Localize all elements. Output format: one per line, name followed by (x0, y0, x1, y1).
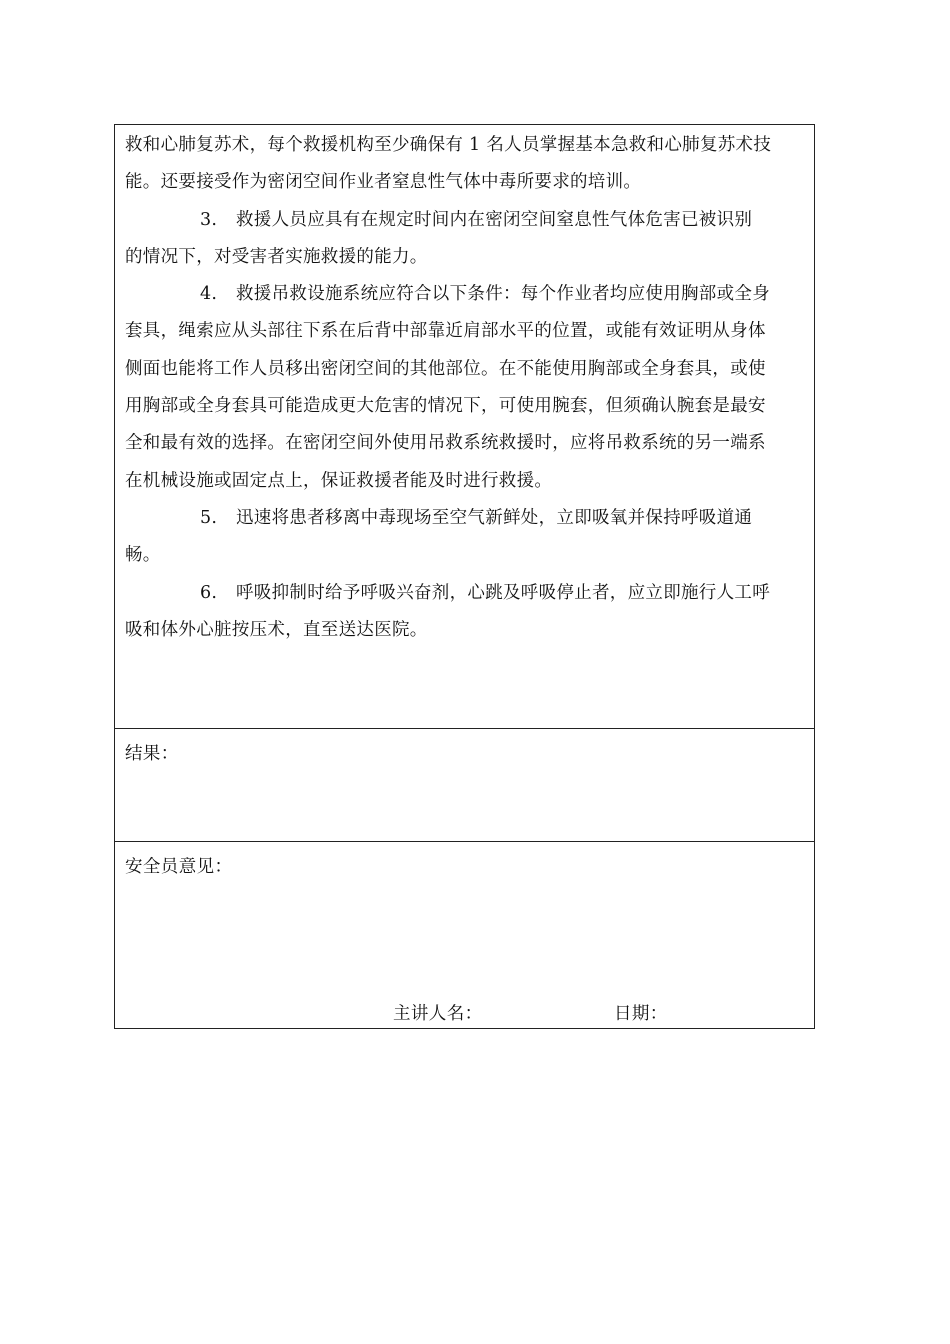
line-text: 迅速将患者移离中毒现场至空气新鲜处，立即吸氧并保持呼吸道通 (236, 507, 753, 528)
safety-officer-opinion-label: 安全员意见： (125, 857, 233, 877)
result-section (115, 729, 814, 842)
line-text: 套具，绳索应从头部往下系在后背中部靠近肩部水平的位置，或能有效证明从身体 (125, 321, 766, 342)
safety-officer-opinion-section (115, 842, 814, 1028)
line-text: 救援吊救设施系统应符合以下条件：每个作业者均应使用胸部或全身 (236, 284, 770, 305)
line-text: 侧面也能将工作人员移出密闭空间的其他部位。在不能使用胸部或全身套具，或使 (125, 358, 766, 379)
line-text: 全和最有效的选择。在密闭空间外使用吊救系统救援时，应将吊救系统的另一端系 (125, 433, 766, 454)
paragraph-line (125, 500, 803, 537)
paragraph-line (125, 612, 803, 649)
date-label: 日期： (614, 1004, 668, 1024)
line-text: 能。还要接受作为密闭空间作业者窒息性气体中毒所要求的培训。 (125, 172, 642, 193)
paragraph-line (125, 239, 803, 276)
presenter-name-label: 主讲人名： (393, 1004, 483, 1024)
paragraph-line (125, 313, 803, 350)
paragraph-line (125, 575, 803, 612)
item-number: 6. (200, 582, 218, 603)
paragraph-line (125, 388, 803, 425)
item-number: 4. (200, 284, 218, 305)
paragraph-line (125, 463, 803, 500)
paragraph-line (125, 164, 803, 201)
signature-row (115, 1002, 814, 1028)
line-text: 的情况下，对受害者实施救援的能力。 (125, 246, 428, 267)
item-number: 5. (200, 507, 218, 528)
paragraph-line (125, 351, 803, 388)
paragraph-line (125, 276, 803, 313)
line-text: 救和心肺复苏术，每个救援机构至少确保有 1 名人员掌握基本急救和心肺复苏术技 (125, 135, 772, 155)
line-text: 畅。 (125, 545, 161, 566)
paragraph-line (125, 202, 803, 239)
paragraph-line (125, 537, 803, 574)
result-label: 结果： (125, 744, 179, 764)
paragraph-line (125, 425, 803, 462)
line-text: 吸和体外心脏按压术，直至送达医院。 (125, 619, 428, 640)
line-text: 在机械设施或固定点上，保证救援者能及时进行救援。 (125, 470, 553, 491)
content-section (115, 125, 814, 729)
form-table (114, 124, 815, 1029)
line-text: 救援人员应具有在规定时间内在密闭空间窒息性气体危害已被识别 (236, 209, 753, 230)
line-text: 用胸部或全身套具可能造成更大危害的情况下，可使用腕套，但须确认腕套是最安 (125, 396, 766, 417)
line-text: 呼吸抑制时给予呼吸兴奋剂，心跳及呼吸停止者，应立即施行人工呼 (236, 582, 770, 603)
paragraph-line (125, 127, 803, 164)
item-number: 3. (200, 209, 218, 230)
